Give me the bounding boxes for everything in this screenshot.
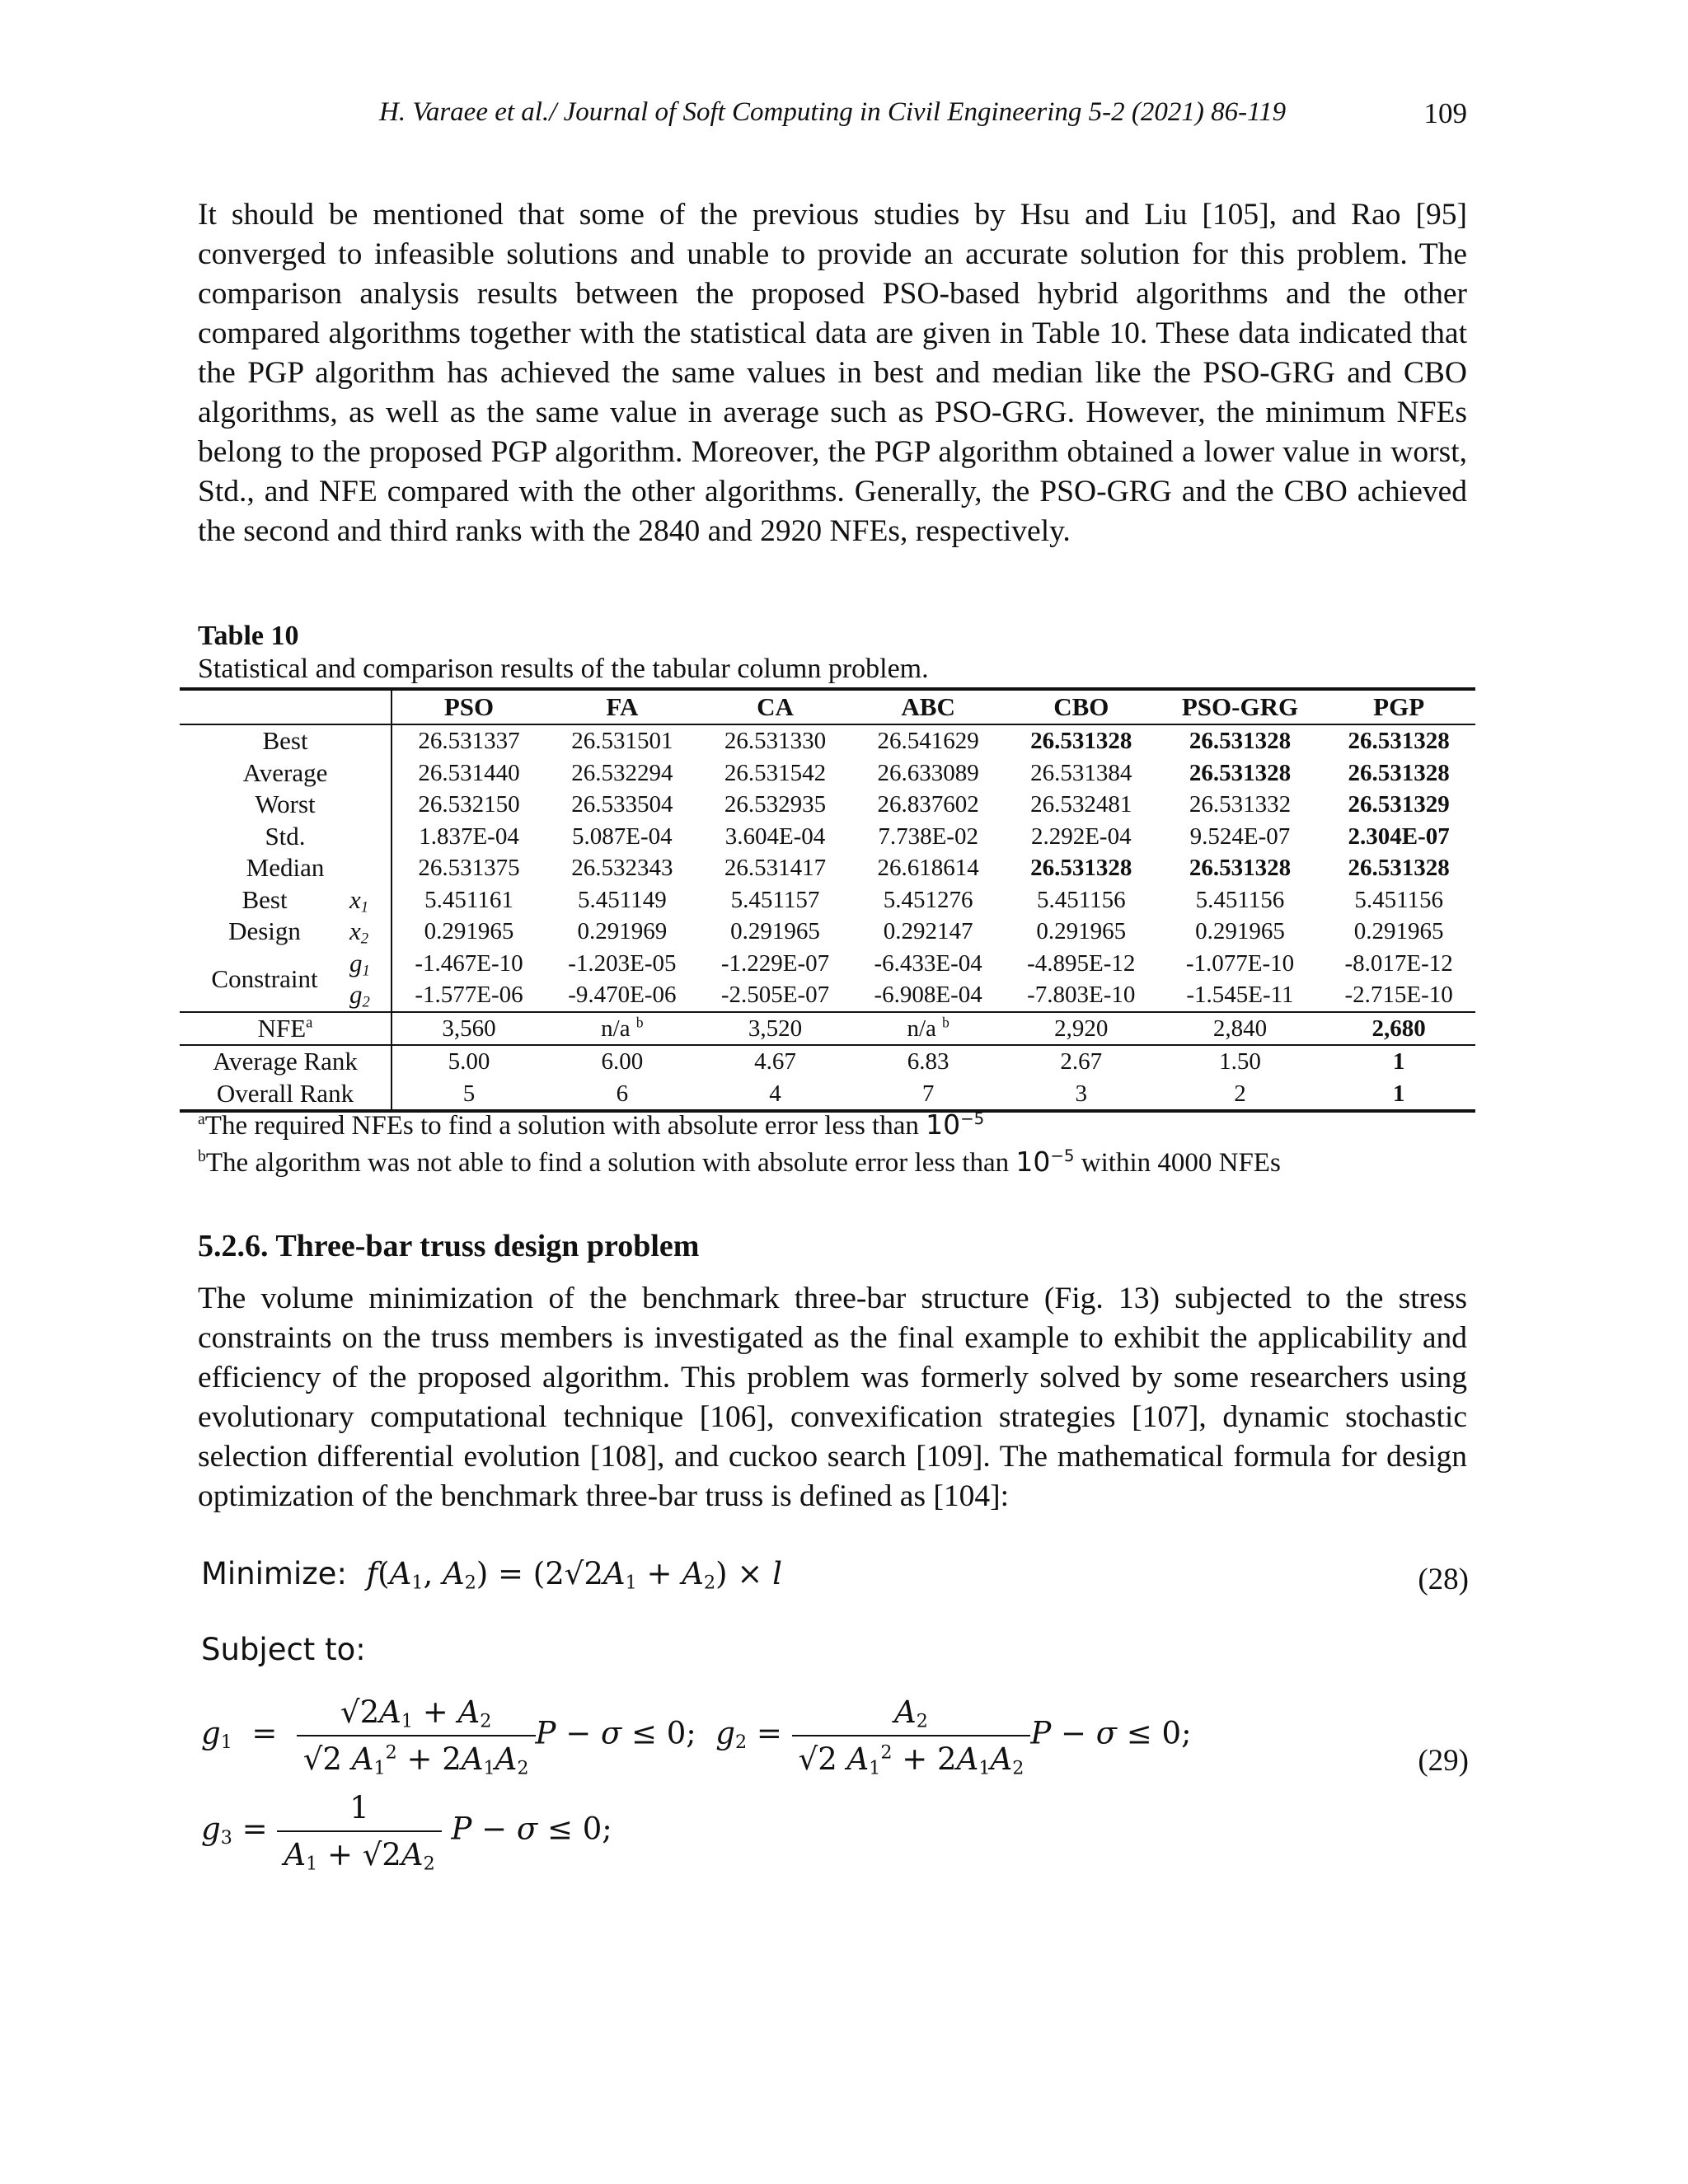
table-cell [1158,979,1323,1012]
table-cell [699,724,852,757]
table-cell [1322,821,1475,853]
table-subtitle: Statistical and comparison results of the tabular column problem. [198,654,929,684]
table-cell [546,1045,699,1078]
symbol-index: 1 [360,898,369,916]
cell-value: 5.00 [448,1048,490,1075]
footnote-text: The required NFEs to find a solution with absolute error less than [204,1111,926,1141]
power-base: 10 [1015,1146,1051,1178]
cell-value: -1.203E-05 [568,949,677,977]
journal-citation: H. Varaee et al./ Journal of Soft Computing in Civil Engineering 5-2 (2021) 86-119 [379,97,1287,127]
g3-fraction: $\frac{1}{A_1 + √2A_2}$ [277,1790,441,1872]
cell-value: -1.467E-10 [415,949,523,977]
table-cell [1158,789,1323,821]
cell-value: n/a [907,1015,936,1042]
table-cell [1322,1045,1475,1078]
constraint-symbol [349,948,392,980]
column-header: CBO [1005,689,1158,724]
table-cell [851,1045,1005,1078]
table-cell [1005,789,1158,821]
table-cell [1005,821,1158,853]
table-cell [1158,821,1323,853]
row-label: Overall Rank [180,1078,392,1112]
cell-value: 4 [769,1080,781,1107]
cell-value: 2,840 [1212,1015,1268,1042]
cell-value: 26.618614 [877,855,979,881]
table-cell [699,979,852,1012]
table-cell [1322,852,1475,884]
cell-value: 5 [462,1080,476,1107]
symbol-letter: x [349,884,361,914]
table-cell [546,884,699,916]
table-cell [699,916,852,948]
table-cell [1322,1078,1475,1112]
cell-value: n/a [601,1015,631,1042]
row-label: Average Rank [180,1045,392,1078]
footnote-marker: b [942,1013,950,1030]
table-cell [546,948,699,980]
table-cell [1158,757,1323,790]
row-label: Design [228,916,301,945]
nfe-label: NFE [257,1013,307,1043]
cell-value: 26.531330 [724,728,827,754]
row-label: Worst [180,789,392,821]
table-cell [392,884,546,916]
table-cell [1322,789,1475,821]
table-cell [546,821,699,853]
section-paragraph [198,1279,1467,1516]
table-cell [1322,757,1475,790]
row-label: Average [180,757,392,790]
cell-value: 26.532150 [418,791,520,818]
cell-value: -7.803E-10 [1027,982,1136,1008]
cell-value: 6.83 [907,1048,950,1075]
variable-symbol [349,916,392,948]
table-cell [392,948,546,980]
cell-value: 0.291965 [1353,918,1444,944]
cell-value: 26.531501 [571,728,673,754]
cell-value: 26.633089 [877,759,979,786]
row-label: Median [180,852,392,884]
table-cell [851,789,1005,821]
table-cell [699,852,852,884]
table-cell [1322,948,1475,980]
table-cell [851,948,1005,980]
cell-value: 1.837E-04 [419,823,519,850]
cell-value: 7 [921,1080,935,1107]
table-cell [546,1012,699,1046]
cell-value: 3 [1075,1080,1088,1107]
table-cell [546,789,699,821]
footnote-marker: a [306,1014,313,1032]
cell-value: 26.532935 [724,791,827,818]
column-header: FA [546,689,699,724]
table-title: Table 10 [198,621,299,651]
symbol-index: 2 [362,993,370,1011]
cell-value: -4.895E-12 [1027,949,1136,977]
cell-value: 2,680 [1372,1015,1426,1042]
row-label: Best [241,884,288,914]
table-cell [1005,1078,1158,1112]
symbol-letter: g [349,980,363,1009]
footnote-tail: within 4000 NFEs [1074,1148,1281,1178]
footnote-marker: b [198,1147,206,1165]
cell-value: 2.67 [1060,1048,1103,1075]
table-cell [1005,948,1158,980]
footnote-text: The algorithm was not able to find a solution with absolute error less than [205,1148,1016,1178]
table-cell [1005,979,1158,1012]
cell-value: -1.077E-10 [1185,949,1295,977]
table-cell [392,1012,546,1046]
column-header: CA [699,689,852,724]
table-cell [1005,1045,1158,1078]
cell-value: 26.531332 [1189,791,1292,818]
cell-value: 0.291965 [730,918,820,944]
cell-value: 4.67 [754,1048,796,1075]
table-cell [392,821,546,853]
paragraph-text: The volume minimization of the benchmark three-bar structure (Fig. 13) subjected to the stress constraints on the truss members is investigated as the final example to exhibit the applicability and efficiency of the proposed algorithm. This problem was formerly solved by some researchers using evolutionary computational technique [106], convexification strategies [107], dynamic stochastic selection differential evolution [108], and cuckoo search [109]. The mathematical formula for design optimization of the benchmark three-bar truss is defined as [104]: [198,1282,1467,1513]
footnote-b [198,1144,1281,1181]
table-row [180,916,1475,948]
row-label [180,1012,392,1046]
table-caption [198,620,1475,686]
table-cell [1005,852,1158,884]
cell-value: 26.533504 [571,791,673,818]
intro-paragraph [198,195,1467,551]
column-header: PSO-GRG [1158,689,1323,724]
minimize-label: Minimize: [201,1556,347,1591]
table-cell [1322,979,1475,1012]
table-cell [851,1078,1005,1112]
table-cell [851,852,1005,884]
table-cell [392,979,546,1012]
cell-value: 5.451161 [424,886,513,913]
row-label: Std. [180,821,392,853]
cell-value: -1.577E-06 [415,982,523,1008]
table-cell [699,821,852,853]
cell-value: 5.451157 [730,886,820,913]
table-cell [1158,724,1323,757]
table-cell [1158,1012,1323,1046]
table-row [180,884,1475,916]
table-row [180,724,1475,757]
cell-value: 0.291965 [424,918,514,944]
table-row [180,757,1475,790]
table-cell [1158,1045,1323,1078]
cell-value: 5.451156 [1354,886,1443,913]
table-row [180,821,1475,853]
cell-value: 7.738E-02 [878,823,978,850]
table-cell [699,757,852,790]
cell-value: 26.531542 [724,759,827,786]
table-row [180,948,1475,980]
cell-value: 3,520 [748,1015,803,1042]
table-row [180,1045,1475,1078]
results-table [180,687,1475,1113]
table-cell [1322,916,1475,948]
table-cell [392,852,546,884]
table-cell [392,724,546,757]
cell-value: 26.532294 [571,759,673,786]
table-cell [392,789,546,821]
cell-value: 26.532343 [571,855,673,881]
power-exponent: −5 [1050,1146,1075,1165]
cell-value: 26.531375 [418,855,520,881]
table-cell [1158,916,1323,948]
cell-value: -2.715E-10 [1344,982,1453,1008]
column-header: PGP [1322,689,1475,724]
cell-value: -1.545E-11 [1186,982,1294,1008]
power-base: 10 [926,1108,961,1141]
cell-value: 26.531328 [1348,855,1450,881]
cell-value: 1 [1392,1048,1405,1075]
cell-value: 26.531328 [1189,855,1292,881]
cell-value: 26.531328 [1030,728,1132,754]
table-cell [546,916,699,948]
cell-value: 26.531328 [1189,759,1292,786]
table-cell [546,979,699,1012]
table-cell [392,1045,546,1078]
cell-value: 26.531328 [1348,759,1450,786]
header-empty-cell [180,689,392,724]
table-cell [699,1012,852,1046]
cell-value: 26.531440 [418,759,520,786]
table-cell [392,1078,546,1112]
table-cell [1005,916,1158,948]
cell-value: 2.304E-07 [1348,823,1450,850]
footnote-a [198,1107,984,1144]
row-label: Best [180,724,392,757]
cell-value: -6.433E-04 [874,949,982,977]
symbol-index: 1 [362,962,370,980]
cell-value: 26.531337 [418,728,520,754]
footnote-marker: a [198,1110,205,1128]
equation-28 [201,1556,782,1594]
row-label: Constraint [211,963,318,993]
table-header-row [180,689,1475,724]
column-header: PSO [392,689,546,724]
table-cell [1005,1012,1158,1046]
column-header: ABC [851,689,1005,724]
constraint-g1-g2: $g_1$ = $\frac{√2A_1 + A_2}{√2 A_1^2 + 2A_1A_2}$ P − σ ≤ 0; $g_2$ = $\frac{A_2}{√2 A_1^2 + 2A_1A_2}$ P − σ ≤ 0; [201,1694,1192,1779]
table-cell [699,789,852,821]
table-cell [1005,757,1158,790]
table-cell [1158,852,1323,884]
cell-value: 26.837602 [877,791,979,818]
table-cell [1158,948,1323,980]
table-row [180,789,1475,821]
table-cell [851,724,1005,757]
cell-value: 2 [1234,1080,1246,1107]
table-cell [699,1045,852,1078]
cell-value: 5.451276 [883,886,973,913]
constraint-g3: $g_3$ = $\frac{1}{A_1 + √2A_2}$ P − σ ≤ 0; [201,1790,612,1875]
cell-value: -8.017E-12 [1344,949,1453,977]
constraint-symbol [349,979,392,1012]
cell-value: 26.531328 [1030,855,1132,881]
symbol-letter: g [349,948,363,977]
cell-value: 0.291965 [1195,918,1285,944]
table-cell [699,1078,852,1112]
table-cell [1322,724,1475,757]
page-number: 109 [1423,97,1467,129]
table-row [180,1078,1475,1112]
table-cell [546,757,699,790]
table-cell [546,852,699,884]
table-cell [1322,1012,1475,1046]
table-cell [392,757,546,790]
equation-number: (28) [1418,1563,1469,1596]
cell-value: 9.524E-07 [1189,823,1291,850]
section-heading: 5.2.6. Three-bar truss design problem [198,1229,700,1263]
table-cell [1158,884,1323,916]
cell-value: 0.291969 [577,918,668,944]
subject-to-label: Subject to: [201,1632,366,1667]
cell-value: 6 [616,1080,629,1107]
table-cell [1005,884,1158,916]
table-cell [1322,884,1475,916]
cell-value: 3,560 [442,1015,496,1042]
table-cell [851,916,1005,948]
cell-value: -6.908E-04 [874,982,982,1008]
table-cell [851,821,1005,853]
table-cell [851,884,1005,916]
power-exponent: −5 [960,1109,985,1128]
cell-value: -9.470E-06 [568,982,677,1008]
cell-value: 0.292147 [883,918,973,944]
table-row [180,979,1475,1012]
cell-value: 1 [1392,1080,1405,1107]
cell-value: 26.531328 [1189,728,1292,754]
cell-value: 1.50 [1219,1048,1261,1075]
table-cell [699,948,852,980]
objective-formula: $f(A_1$, $A_2) = (2√2A_1 + A_2) \times l$ [366,1556,782,1594]
table-cell [851,757,1005,790]
cell-value: -2.505E-07 [720,982,830,1008]
cell-value: 5.451156 [1195,886,1285,913]
cell-value: 26.531384 [1030,759,1132,786]
cell-value: 5.087E-04 [572,823,673,850]
table-cell [392,916,546,948]
cell-value: 5.451156 [1036,886,1126,913]
cell-value: 26.541629 [877,728,979,754]
table-cell [546,1078,699,1112]
table-row [180,852,1475,884]
cell-value: 6.00 [601,1048,644,1075]
table-row [180,1012,1475,1046]
page-header [198,97,1467,138]
paragraph-text: It should be mentioned that some of the previous studies by Hsu and Liu [105], and Rao [95] converged to infeasible solutions and unable to provide an accurate solution for this problem. The comparison analysis results between the proposed PSO-based hybrid algorithms and the other compared algorithms together with the statistical data are given in Table 10. These data indicated that the PGP algorithm has achieved the same values in best and median like the PSO-GRG and CBO algorithms, as well as the same value in average such as PSO-GRG. However, the minimum NFEs belong to the proposed PGP algorithm. Moreover, the PGP algorithm obtained a lower value in worst, Std., and NFE compared with the other algorithms. Generally, the PSO-GRG and the CBO achieved the second and third ranks with the 2840 and 2920 NFEs, respectively. [198,198,1467,548]
cell-value: 3.604E-04 [724,823,826,850]
variable-symbol [349,884,392,916]
g1-fraction: $\frac{√2A_1 + A_2}{√2 A_1^2 + 2A_1A_2}$ [297,1694,536,1777]
cell-value: 26.532481 [1030,791,1132,818]
cell-value: 2,920 [1054,1015,1109,1042]
symbol-letter: x [349,916,361,945]
table-cell [699,884,852,916]
equation-number: (29) [1418,1744,1469,1778]
cell-value: 0.291965 [1036,918,1127,944]
table-cell [1158,1078,1323,1112]
table-cell [1005,724,1158,757]
table-cell [851,979,1005,1012]
cell-value: 26.531328 [1348,728,1450,754]
footnote-marker: b [635,1013,644,1030]
symbol-index: 2 [360,930,369,948]
cell-value: -1.229E-07 [720,949,830,977]
table-cell [851,1012,1005,1046]
cell-value: 2.292E-04 [1030,823,1132,850]
table-cell [546,724,699,757]
cell-value: 26.531417 [724,855,827,881]
g2-fraction: $\frac{A_2}{√2 A_1^2 + 2A_1A_2}$ [792,1694,1031,1777]
cell-value: 5.451149 [578,886,667,913]
cell-value: 26.531329 [1348,791,1450,818]
